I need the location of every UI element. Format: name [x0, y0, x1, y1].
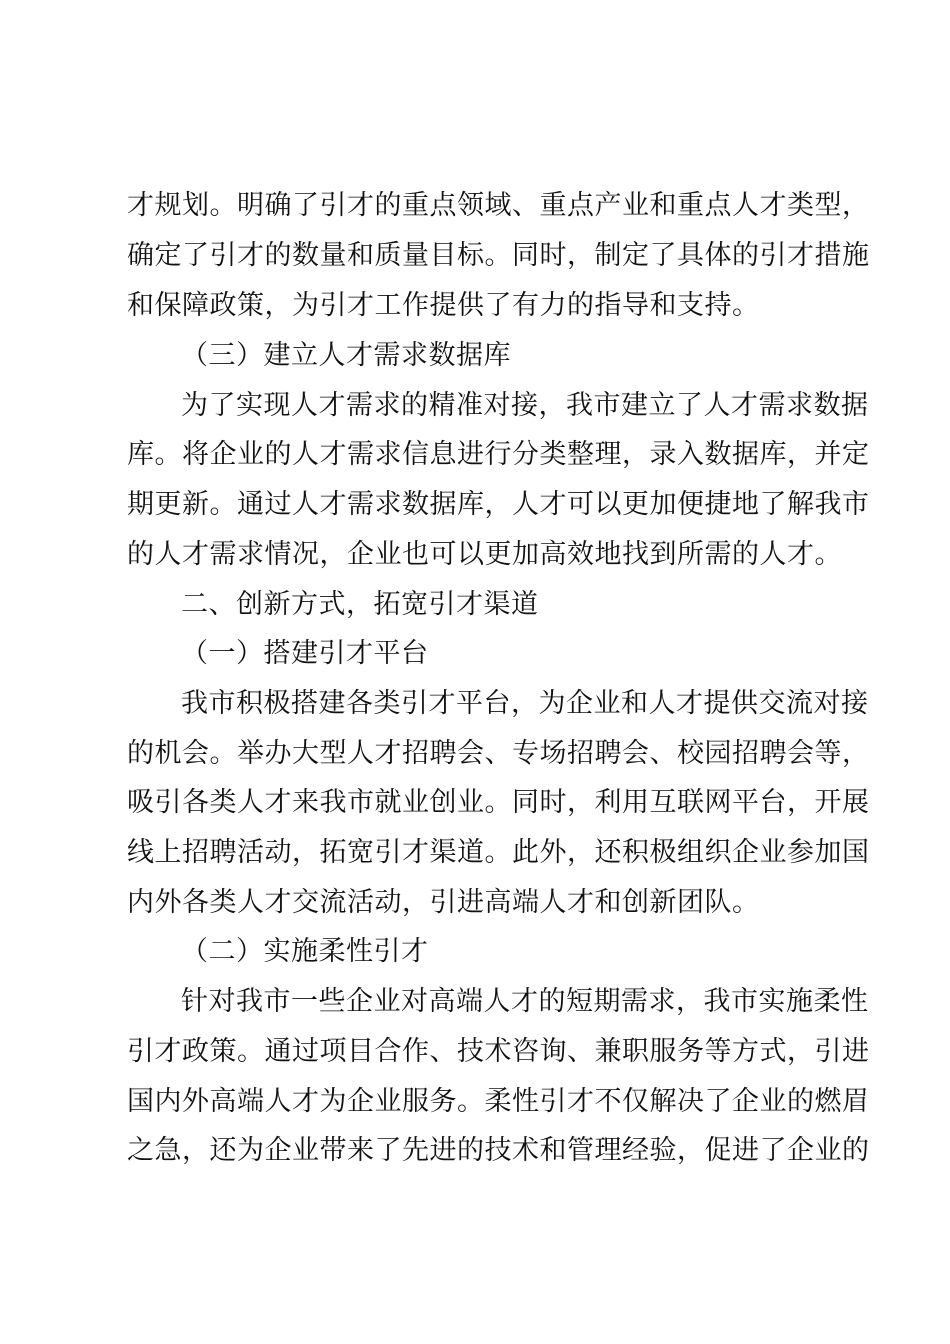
paragraph-line: 和保障政策，为引才工作提供了有力的指导和支持。 [127, 290, 760, 321]
section-heading: （二）实施柔性引才 [181, 936, 429, 967]
paragraph-line: 为了实现人才需求的精准对接，我市建立了人才需求数据 [181, 390, 869, 421]
chapter-heading: 二、创新方式，拓宽引才渠道 [181, 589, 539, 620]
paragraph-line: 吸引各类人才来我市就业创业。同时，利用互联网平台，开展 [127, 787, 870, 818]
paragraph-line: 库。将企业的人才需求信息进行分类整理，录入数据库，并定 [127, 439, 870, 470]
paragraph-line: 国内外高端人才为企业服务。柔性引才不仅解决了企业的燃眉 [127, 1086, 870, 1117]
paragraph-line: 期更新。通过人才需求数据库，人才可以更加便捷地了解我市 [127, 489, 870, 520]
paragraph-line: 之急，还为企业带来了先进的技术和管理经验，促进了企业的 [127, 1135, 870, 1166]
paragraph-line: 引才政策。通过项目合作、技术咨询、兼职服务等方式，引进 [127, 1036, 870, 1067]
paragraph-line: 的机会。举办大型人才招聘会、专场招聘会、校园招聘会等， [127, 738, 870, 769]
paragraph-line: 才规划。明确了引才的重点领域、重点产业和重点人才类型， [127, 190, 870, 221]
section-heading: （一）搭建引才平台 [181, 638, 429, 669]
paragraph-line: 线上招聘活动，拓宽引才渠道。此外，还积极组织企业参加国 [127, 837, 870, 868]
paragraph-line: 确定了引才的数量和质量目标。同时，制定了具体的引才措施 [127, 240, 870, 271]
paragraph-line: 内外各类人才交流活动，引进高端人才和创新团队。 [127, 887, 760, 918]
paragraph-line: 的人才需求情况，企业也可以更加高效地找到所需的人才。 [127, 539, 842, 570]
paragraph-line: 针对我市一些企业对高端人才的短期需求，我市实施柔性 [181, 986, 869, 1017]
section-heading: （三）建立人才需求数据库 [181, 340, 511, 371]
paragraph-line: 我市积极搭建各类引才平台，为企业和人才提供交流对接 [181, 688, 869, 719]
